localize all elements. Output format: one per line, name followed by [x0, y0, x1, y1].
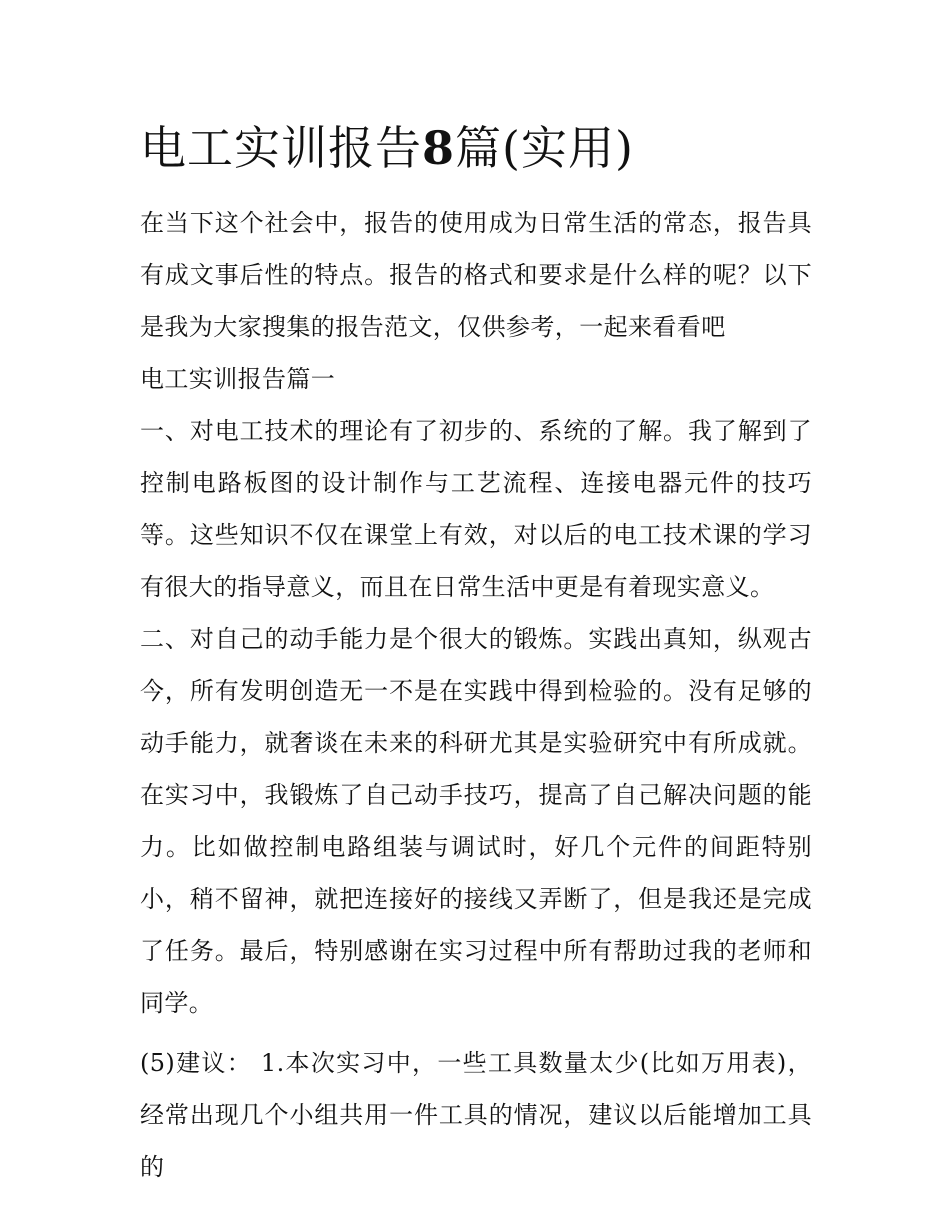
document-body — [140, 112, 812, 1193]
paragraph-point-two: 二、对自己的动手能力是个很大的锻炼。实践出真知，纵观古今，所有发明创造无一不是在实践中得到检验的。没有足够的动手能力，就奢谈在未来的科研尤其是实验研究中有所成就。在实习中，我锻炼了自己动手技巧，提高了自己解决问题的能力。比如做控制电路组装与调试时，好几个元件的间距特别小，稍不留神，就把连接好的接线又弄断了，但是我还是完成了任务。最后，特别感谢在实习过程中所有帮助过我的老师和同学。 — [140, 625, 812, 1017]
intro-paragraph: 在当下这个社会中，报告的使用成为日常生活的常态，报告具有成文事后性的特点。报告的格式和要求是什么样的呢？以下是我为大家搜集的报告范文，仅供参考，一起来看看吧 — [140, 209, 812, 341]
title-prefix: 电工实训报告 — [140, 121, 422, 175]
title-suffix: 篇(实用) — [455, 121, 634, 175]
title-number: 8 — [422, 121, 456, 175]
paragraph-suggestion: (5)建议： 1.本次实习中，一些工具数量太少(比如万用表)，经常出现几个小组共用一件工具的情况，建议以后能增加工具的 — [140, 1049, 812, 1181]
paragraph-point-one: 一、对电工技术的理论有了初步的、系统的了解。我了解到了控制电路板图的设计制作与工艺流程、连接电器元件的技巧等。这些知识不仅在课堂上有效，对以后的电工技术课的学习有很大的指导意义，而且在日常生活中更是有着现实意义。 — [140, 417, 812, 601]
document-title — [140, 112, 812, 184]
section-heading: 电工实训报告篇一 — [140, 365, 336, 393]
